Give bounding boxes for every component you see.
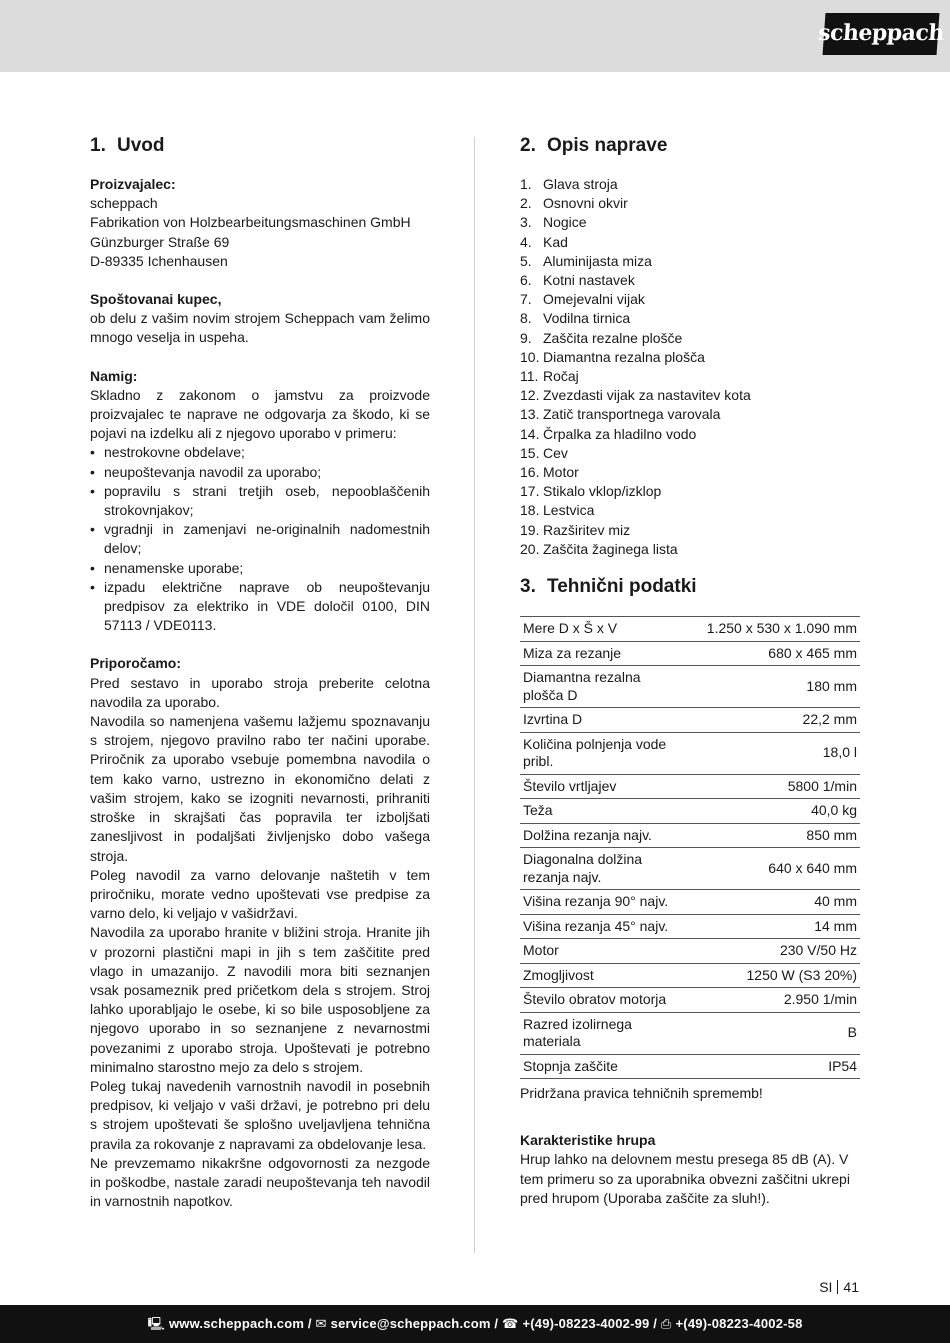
- list-item: [520, 290, 860, 309]
- part-number: 17.: [520, 483, 540, 500]
- table-row: [520, 890, 860, 915]
- footer-fax: +(49)-08223-4002-58: [675, 1316, 803, 1332]
- recommend-label: Priporočamo:: [90, 655, 182, 672]
- part-name: Nogice: [543, 214, 587, 231]
- paragraph: Pred sestavo in uporabo stroja preberite celotna navodila za uporabo.: [90, 674, 430, 710]
- table-row: [520, 666, 860, 708]
- spec-value: 1250 W (S3 20%): [680, 963, 860, 988]
- table-row: [520, 774, 860, 799]
- table-row: [520, 988, 860, 1013]
- footer-sep: /: [304, 1316, 316, 1332]
- paragraph: Ne prevzemamo nikakršne odgovornosti za nezgode in poškodbe, nastale zaradi neupoštevanja teh navodil in varnostnih napotkov.: [90, 1154, 430, 1210]
- list-item: [520, 271, 860, 290]
- parts-list: [520, 175, 860, 559]
- table-row: [520, 708, 860, 733]
- spec-key: Število vrtljajev: [520, 774, 680, 799]
- part-number: 9.: [520, 329, 532, 346]
- spec-value: 5800 1/min: [680, 774, 860, 799]
- list-item: • neupoštevanja navodil za uporabo;: [90, 463, 430, 482]
- spec-key: Diagonalna dolžina rezanja najv.: [520, 848, 680, 890]
- part-number: 16.: [520, 464, 540, 481]
- mail-icon: ✉: [315, 1316, 327, 1332]
- list-item: [520, 309, 860, 328]
- spec-value: 40 mm: [680, 890, 860, 915]
- list-item: [520, 329, 860, 348]
- header-bar: [0, 0, 950, 72]
- part-name: Razširitev miz: [543, 521, 631, 538]
- address-line: Fabrikation von Holzbearbeitungsmaschinen GmbH: [90, 214, 411, 231]
- heading-number: 2.: [520, 135, 536, 156]
- list-item: [520, 501, 860, 520]
- spec-value: 180 mm: [680, 666, 860, 708]
- spec-key: Višina rezanja 90° najv.: [520, 890, 680, 915]
- manufacturer-block: [90, 175, 430, 271]
- recommend-block: [90, 654, 430, 1211]
- table-row: [520, 939, 860, 964]
- list-item: • izpadu električne naprave ob neupoštevanju predpisov za elektriko in VDE določil 0100, DIN 57113 / VDE0113.: [90, 578, 430, 636]
- table-row: [520, 1054, 860, 1079]
- part-name: Zvezdasti vijak za nastavitev kota: [543, 387, 751, 404]
- paragraph: Navodila so namenjena vašemu lažjemu spoznavanju s strojem, njegovo pravilno rabo ter načini uporabe. Priročnik za uporabo vsebuje pomembna navodila o tem kako varno, ustrezno in ekonomično delati z vašim strojem, kako se izogniti nevarnosti, prihraniti stroške in skrajšati čas popravila ter izboljšati zanesljivost in podaljšati življenjsko dobo vašega stroja.: [90, 713, 430, 864]
- list-item: [520, 425, 860, 444]
- left-column: [90, 133, 430, 1230]
- part-number: 11.: [520, 368, 539, 385]
- part-name: Motor: [543, 464, 579, 481]
- heading-number: 1.: [90, 135, 106, 156]
- spec-key: Stopnja zaščite: [520, 1054, 680, 1079]
- part-number: 10.: [520, 348, 540, 365]
- phone-icon: ☎: [502, 1316, 519, 1332]
- list-item: [520, 367, 860, 386]
- table-row: [520, 1012, 860, 1054]
- spec-value: 40,0 kg: [680, 799, 860, 824]
- spec-value: IP54: [680, 1054, 860, 1079]
- table-row: [520, 641, 860, 666]
- hint-block: [90, 367, 430, 636]
- address-line: Günzburger Straße 69: [90, 233, 230, 250]
- paragraph: Poleg tukaj navedenih varnostnih navodil in posebnih predpisov, ki veljajo v vaši državi, je potrebno pri delu s strojem upoštevati še splošno uveljavljena tehnična pravila za rokovanje z napravami za obdelovanje lesa.: [90, 1077, 430, 1152]
- part-number: 19.: [520, 521, 540, 538]
- part-number: 7.: [520, 291, 532, 308]
- part-name: Zaščita rezalne plošče: [543, 329, 683, 346]
- paragraph: Poleg navodil za varno delovanje naštetih v tem priročniku, morate vedno upoštevati vse predpise za varno delo, ki veljajo v vašidržavi.: [90, 866, 430, 922]
- table-row: [520, 848, 860, 890]
- part-number: 5.: [520, 252, 532, 269]
- list-item: [520, 405, 860, 424]
- part-name: Lestvica: [543, 502, 595, 519]
- noise-label: Karakteristike hrupa: [520, 1132, 656, 1149]
- part-number: 20.: [520, 540, 540, 557]
- part-name: Črpalka za hladilno vodo: [543, 425, 697, 442]
- list-item: [520, 444, 860, 463]
- page-number: [819, 1278, 859, 1297]
- table-row: [520, 732, 860, 774]
- footer-email[interactable]: service@scheppach.com: [330, 1316, 491, 1332]
- spec-value: 14 mm: [680, 914, 860, 939]
- list-item: [520, 213, 860, 232]
- list-item: [520, 233, 860, 252]
- part-number: 1.: [520, 176, 532, 192]
- table-row: [520, 617, 860, 642]
- address-line: D-89335 Ichenhausen: [90, 252, 228, 269]
- heading-title: Opis naprave: [547, 135, 668, 156]
- part-number: 13.: [520, 406, 540, 423]
- table-row: [520, 799, 860, 824]
- part-number: 12.: [520, 387, 540, 404]
- part-number: 14.: [520, 425, 540, 442]
- page-num: 41: [843, 1279, 859, 1295]
- spec-key: Število obratov motorja: [520, 988, 680, 1013]
- list-item: [520, 175, 860, 194]
- liability-list: [90, 443, 430, 635]
- spec-key: Diamantna rezalna plošča D: [520, 666, 680, 708]
- spec-key: Dolžina rezanja najv.: [520, 823, 680, 848]
- spec-value: 2.950 1/min: [680, 988, 860, 1013]
- part-number: 6.: [520, 272, 532, 289]
- spec-value: 850 mm: [680, 823, 860, 848]
- hint-label: Namig:: [90, 367, 138, 384]
- footer-bar: [0, 1305, 950, 1343]
- list-item: [520, 482, 860, 501]
- list-item: • nenamenske uporabe;: [90, 559, 430, 578]
- part-number: 3.: [520, 214, 532, 231]
- spec-key: Količina polnjenja vode pribl.: [520, 732, 680, 774]
- list-item: • popravilu s strani tretjih oseb, nepooblaščenih strokovnjakov;: [90, 482, 430, 520]
- table-row: [520, 823, 860, 848]
- list-item: • vgradnji in zamenjavi ne-originalnih nadomestnih delov;: [90, 520, 430, 558]
- noise-text: Hrup lahko na delovnem mestu presega 85 dB (A). V tem primeru so za uporabnika obvezni zaščitni ukrepi pred hrupom (Uporaba zaščite za sluh!).: [520, 1151, 850, 1206]
- spec-key: Izvrtina D: [520, 708, 680, 733]
- spec-value: 22,2 mm: [680, 708, 860, 733]
- footer-web[interactable]: www.scheppach.com: [168, 1316, 305, 1332]
- list-item: [520, 252, 860, 271]
- spec-key: Razred izolirnega materiala: [520, 1012, 680, 1054]
- spec-key: Mere D x Š x V: [520, 617, 680, 642]
- part-name: Stikalo vklop/izklop: [543, 483, 662, 500]
- spec-key: Miza za rezanje: [520, 641, 680, 666]
- footer-sep: /: [490, 1316, 503, 1332]
- part-name: Diamantna rezalna plošča: [543, 348, 705, 365]
- page-lang: SI: [819, 1279, 833, 1295]
- part-name: Aluminijasta miza: [543, 252, 652, 269]
- list-item: [520, 386, 860, 405]
- spec-value: 640 x 640 mm: [680, 848, 860, 890]
- address-line: scheppach: [90, 195, 158, 212]
- greeting-text: ob delu z vašim novim strojem Scheppach vam želimo mnogo veselja in uspeha.: [90, 310, 430, 346]
- section-heading-tech: [520, 574, 860, 600]
- part-number: 4.: [520, 233, 532, 250]
- list-item: [520, 521, 860, 540]
- hint-text: Skladno z zakonom o jamstvu za proizvode proizvajalec te naprave ne odgovarja za škodo, ki se pojavi na izdelku ali z njegovo uporabo v primeru:: [90, 386, 430, 442]
- noise-block: [520, 1131, 860, 1208]
- part-name: Glava stroja: [543, 176, 618, 192]
- part-name: Vodilna tirnica: [543, 310, 631, 327]
- table-row: [520, 963, 860, 988]
- monitor-icon: 🖳: [147, 1316, 165, 1332]
- table-row: [520, 914, 860, 939]
- spec-key: Motor: [520, 939, 680, 964]
- paragraph: Navodila za uporabo hranite v bližini stroja. Hranite jih v prozorni plastični mapi in jih s tem zaščitite pred vlago in umazanijo. Z navodili mora biti seznanjen vsak posameznik pred pričetkom dela s strojem. Stroj lahko uporabljajo le osebe, ki so bile usposobljene za njegovo uporabo in so seznanjene z nevarnostmi povezanimi z uporabo stroja. Upoštevati je potrebno minimalno starostno mejo za delo s strojem.: [90, 924, 430, 1075]
- part-name: Zatič transportnega varovala: [543, 406, 721, 423]
- spec-key: Zmogljivost: [520, 963, 680, 988]
- footer-phone: +(49)-08223-4002-99: [522, 1316, 650, 1332]
- changes-note: Pridržana pravica tehničnih sprememb!: [520, 1085, 763, 1102]
- section-heading-parts: [520, 133, 860, 159]
- list-item: [520, 463, 860, 482]
- part-number: 15.: [520, 444, 540, 461]
- part-name: Ročaj: [543, 368, 579, 385]
- list-item: • nestrokovne obdelave;: [90, 443, 430, 462]
- right-column: [520, 133, 860, 1208]
- heading-title: Uvod: [117, 135, 165, 156]
- part-name: Omejevalni vijak: [543, 291, 645, 308]
- part-name: Kad: [543, 233, 568, 250]
- spec-value: 230 V/50 Hz: [680, 939, 860, 964]
- spec-key: Teža: [520, 799, 680, 824]
- spec-table: [520, 616, 860, 1079]
- part-name: Osnovni okvir: [543, 195, 628, 212]
- part-number: 18.: [520, 502, 540, 519]
- spec-key: Višina rezanja 45° najv.: [520, 914, 680, 939]
- part-name: Kotni nastavek: [543, 272, 635, 289]
- column-divider: [474, 137, 475, 1253]
- greeting-block: [90, 290, 430, 348]
- fax-icon: ⎙: [660, 1316, 672, 1332]
- part-number: 8.: [520, 310, 532, 327]
- manufacturer-label: Proizvajalec:: [90, 176, 176, 192]
- spec-value: 1.250 x 530 x 1.090 mm: [680, 617, 860, 642]
- list-item: [520, 540, 860, 559]
- part-name: Zaščita žaginega lista: [543, 540, 678, 557]
- footer-sep: /: [649, 1316, 661, 1332]
- spec-value: 680 x 465 mm: [680, 641, 860, 666]
- part-number: 2.: [520, 195, 532, 212]
- heading-title: Tehnični podatki: [547, 576, 697, 598]
- section-heading-intro: [90, 133, 430, 159]
- scheppach-logo: scheppach: [823, 13, 940, 55]
- spec-value: B: [680, 1012, 860, 1054]
- list-item: [520, 348, 860, 367]
- greeting-label: Spoštovanai kupec,: [90, 291, 222, 308]
- part-name: Cev: [543, 444, 568, 461]
- page-separator: [837, 1280, 838, 1294]
- list-item: [520, 194, 860, 213]
- spec-value: 18,0 l: [680, 732, 860, 774]
- heading-number: 3.: [520, 576, 536, 598]
